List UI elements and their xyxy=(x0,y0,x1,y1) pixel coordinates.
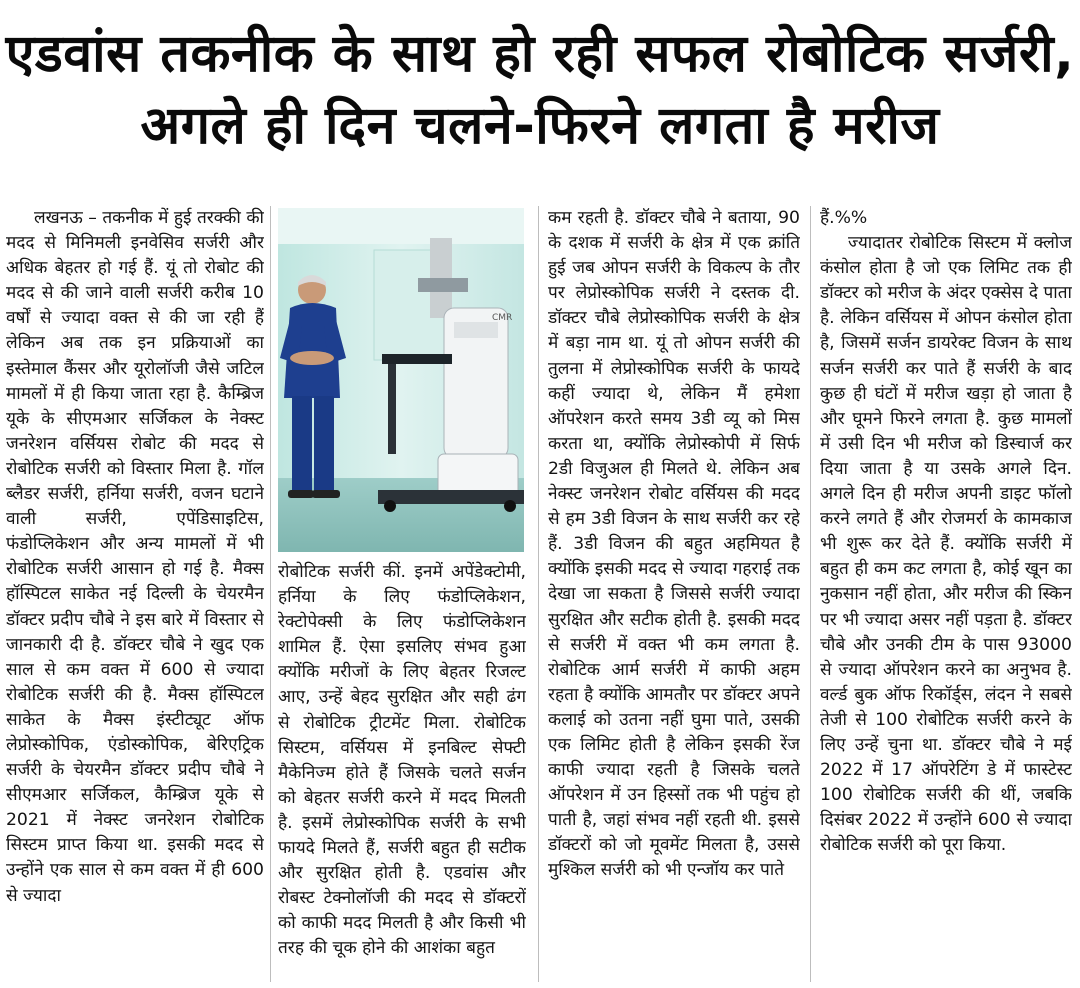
article-column-4 xyxy=(820,206,1072,982)
column-4-text: ज्यादातर रोबोटिक सिस्टम में क्लोज कंसोल होता है जो एक लिमिट तक ही डॉक्टर को मरीज के अंदर एक्सेस दे पाता है. लेकिन वर्सियस में ओपन कंसोल होता है, जिसमें सर्जन डायरेक्ट विजन के साथ सर्जन सर्जरी कर पाते हैं सर्जरी के बाद कुछ ही घंटों में मरीज खड़ा हो जाता है और घूमने फिरने लगता है. कुछ मामलों में उसी दिन भी मरीज को डिस्चार्ज कर दिया जाता है या उसके अगले दिन. अगले दिन ही मरीज अपनी डाइट फॉलो करने लगते हैं और रोजमर्रा के कामकाज भी शुरू कर देते हैं. क्योंकि सर्जरी में बहुत ही कम कट लगता है, कोई खून का नुकसान नहीं होता, और मरीज की स्किन पर भी ज्यादा असर नहीं पड़ता है. डॉक्टर चौबे और उनकी टीम के पास 93000 से ज्यादा ऑपरेशन करने का अनुभव है. वर्ल्ड बुक ऑफ रिकॉर्ड्स, लंदन ने सबसे तेजी से 100 रोबोटिक सर्जरी करने के लिए उन्हें चुना था. डॉक्टर चौबे ने मई 2022 में 17 ऑपरेटिंग डे में फास्टेस्ट 100 रोबोटिक सर्जरी की थीं, जबकि दिसंबर 2022 में उन्होंने 600 से ज्यादा रोबोटिक सर्जरी को पूरा किया. xyxy=(820,233,1072,856)
column-4-first-line: हैं.%% xyxy=(820,208,868,228)
headline-line-1: एडवांस तकनीक के साथ हो रही सफल रोबोटिक सर्जरी, xyxy=(5,24,1075,84)
headline-line-2: अगले ही दिन चलने-फिरने लगता है मरीज xyxy=(140,96,940,156)
article-column-2 xyxy=(278,560,526,984)
column-3-text: कम रहती है. डॉक्टर चौबे ने बताया, 90 के दशक में सर्जरी के क्षेत्र में एक क्रांति हुई जब ओपन सर्जरी के विकल्प के तौर पर लेप्रोस्कोपिक सर्जरी ने दस्तक दी. डॉक्टर चौबे लेप्रोस्कोपिक सर्जरी के क्षेत्र में बड़ा नाम था. यूं तो ओपन सर्जरी की तुलना में लेप्रोस्कोपिक सर्जरी के फायदे कहीं ज्यादा थे, लेकिन मैं हमेशा ऑपरेशन करते समय 3डी व्यू को मिस करता था, क्योंकि लेप्रोस्कोपी में सिर्फ 2डी विजुअल ही मिलते थे. लेकिन अब नेक्स्ट जनरेशन रोबोट वर्सियस की मदद से हम 3डी विजन के साथ सर्जरी कर रहे हैं. 3डी विजन की बहुत अहमियत है क्योंकि इसकी मदद से ज्यादा गहराई तक देखा जा सकता है जिससे सर्जरी ज्यादा सुरक्षित और सटीक होती है. इसकी मदद से सर्जरी में वक्त भी कम लगता है. रोबोटिक आर्म सर्जरी में काफी अहम रहता है क्योंकि आमतौर पर डॉक्टर अपने कलाई को उतना नहीं घुमा पाते, उसकी एक लिमिट होती है लेकिन इसकी रेंज काफी ज्यादा रहती है जिसके चलते ऑपरेशन में उन हिस्सों तक भी पहुंच हो पाती है, जहां संभव नहीं रहती थी. इससे डॉक्टरों को जो मूवमेंट मिलता है, उससे मुश्किल सर्जरी को भी एन्जॉय कर पाते xyxy=(548,208,800,881)
robot-label: CMR xyxy=(492,313,513,323)
column-2-text: रोबोटिक सर्जरी कीं. इनमें अपेंडेक्टोमी, हर्निया के लिए फंडोप्लिकेशन, रेक्टोपेक्सी के लिए फंडोप्लिकेशन शामिल हैं. ऐसा इसलिए संभव हुआ क्योंकि मरीजों के लिए बेहतर रिजल्ट आए, उन्हें बेहद सुरक्षित और सही ढंग से रोबोटिक ट्रीटमेंट मिला. रोबोटिक सिस्टम, वर्सियस में इनबिल्ट सेफ्टी मैकेनिज्म होते हैं जिसके चलते सर्जन को बेहतर सर्जरी करने में मदद मिलती है. इसमें लेप्रोस्कोपिक सर्जरी के सभी फायदे मिलते हैं, सर्जरी बहुत ही सटीक और सुरक्षित होती है. एडवांस और रोबस्ट टेक्नोलॉजी की मदद से डॉक्टरों को काफी मदद मिलती है और किसी भी तरह की चूक होने की आशंका बहुत xyxy=(278,562,526,959)
headline xyxy=(0,18,1080,162)
surgeon-with-robot-icon xyxy=(278,208,524,552)
column-rule xyxy=(270,206,271,982)
article-column-3 xyxy=(548,206,800,982)
column-1-text: लखनऊ – तकनीक में हुई तरक्की की मदद से मिनिमली इनवेसिव सर्जरी और अधिक बेहतर हो गई हैं. यूं तो रोबोट की मदद से की जाने वाली सर्जरी करीब 10 वर्षों से ज्यादा वक्त से की जा रही हैं लेकिन अब तक इन प्रक्रियाओं का इस्तेमाल कैंसर और यूरोलॉजी जैसे जटिल मामलों में ही किया जाता रहा है. कैम्ब्रिज यूके के सीएमआर सर्जिकल के नेक्स्ट जनरेशन वर्सियस रोबोट की मदद से रोबोटिक सर्जरी को विस्तार मिला है. गॉल ब्लैडर सर्जरी, हर्निया सर्जरी, वजन घटाने वाली सर्जरी, एपेंडिसाइटिस, फंडोप्लिकेशन और अन्य मामलों में भी रोबोटिक सर्जरी आसान हो गई है. मैक्स हॉस्पिटल साकेत नई दिल्ली के चेयरमैन डॉक्टर प्रदीप चौबे ने इस बारे में विस्तार से जानकारी दी है. डॉक्टर चौबे ने खुद एक साल से कम वक्त में 600 से ज्यादा रोबोटिक सर्जरी की है. मैक्स हॉस्पिटल साकेत के मैक्स इंस्टीट्यूट ऑफ लेप्रोस्कोपिक, एंडोस्कोपिक, बेरिएट्रिक सर्जरी के चेयरमैन डॉक्टर प्रदीप चौबे ने सीएमआर सर्जिकल, कैम्ब्रिज यूके से 2021 में नेक्स्ट जनरेशन रोबोटिक सिस्टम प्राप्त किया था. इसकी मदद से उन्होंने एक साल से कम वक्त में ही 600 से ज्यादा xyxy=(6,208,264,906)
article-photo xyxy=(278,208,524,552)
column-rule xyxy=(538,206,539,982)
column-rule xyxy=(810,206,811,982)
article-column-1 xyxy=(6,206,264,982)
